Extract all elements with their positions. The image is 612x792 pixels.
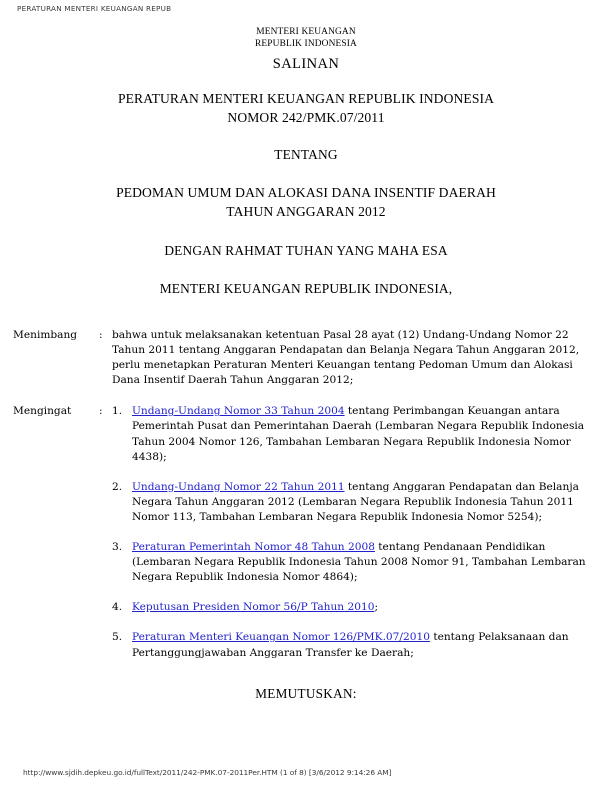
list-item-text — [132, 404, 600, 464]
list-item-text — [132, 600, 600, 615]
list-item-body — [132, 600, 600, 615]
recalling-list — [112, 404, 600, 660]
regulation-reference-link[interactable]: Undang-Undang Nomor 33 Tahun 2004 — [132, 405, 345, 418]
recalling-colon: : — [99, 405, 103, 418]
considering-colon: : — [99, 329, 103, 341]
list-item-rest-text: tentang Pelaksanaan dan Pertanggungjawaban Anggaran Transfer ke Daerah; — [132, 631, 569, 659]
list-item-marker: 4. — [112, 601, 123, 614]
list-item-body — [132, 404, 600, 464]
about-label: TENTANG — [274, 147, 338, 162]
list-item-marker: 5. — [112, 631, 123, 644]
copy-marker: SALINAN — [272, 56, 340, 72]
list-item — [112, 404, 600, 464]
recalling-clause — [13, 404, 600, 660]
considering-label: Menimbang — [13, 329, 78, 341]
list-item-marker: 2. — [112, 480, 123, 493]
regulation-title-line1: PERATURAN MENTERI KEUANGAN REPUBLIK INDONESIA — [117, 91, 495, 106]
list-item-rest-text: tentang Perimbangan Keuangan antara Pemerintah Pusat dan Pemerintahan Daerah (Lembaran Negara Republik Indonesia Tahun 2004 Nomor 126, Tambahan Lembaran Negara Republik Indonesia Nomor 4438); — [132, 405, 585, 463]
list-item-marker: 3. — [112, 541, 123, 554]
regulation-reference-link[interactable]: Keputusan Presiden Nomor 56/P Tahun 2010 — [132, 601, 375, 614]
masthead-line-ministry: MENTERI KEUANGAN — [256, 27, 356, 37]
recalling-body — [112, 404, 600, 660]
regulation-reference-link[interactable]: Undang-Undang Nomor 22 Tahun 2011 — [132, 480, 345, 493]
masthead-line-republic: REPUBLIK INDONESIA — [255, 38, 357, 49]
list-item-rest-text: tentang Anggaran Pendapatan dan Belanja Negara Tahun Anggaran 2012 (Lembaran Negara Republik Indonesia Tahun 2011 Nomor 113, Tambahan Lembaran Negara Republik Indonesia Nomor 5254); — [132, 480, 579, 523]
regulation-subject-line1: PEDOMAN UMUM DAN ALOKASI DANA INSENTIF DAERAH — [116, 185, 496, 200]
ministry-masthead — [0, 27, 612, 50]
regulation-title — [0, 89, 612, 127]
considering-text: bahwa untuk melaksanakan ketentuan Pasal 28 ayat (12) Undang-Undang Nomor 22 Tahun 2011 tentang Anggaran Pendapatan dan Belanja Negara Tahun Anggaran 2012, perlu menetapkan Peraturan Menteri Keuangan tentang Pedoman Umum dan Alokasi Dana Insentif Daerah Tahun Anggaran 2012; — [112, 329, 580, 387]
page-footer-url: http://www.sjdih.depkeu.go.id/fullText/2011/242-PMK.07-2011Per.HTM (1 of 8) [3/6/2012 9:14:26 AM] — [23, 768, 392, 777]
regulation-number: NOMOR 242/PMK.07/2011 — [227, 110, 385, 125]
decision-label: MEMUTUSKAN: — [255, 685, 357, 701]
list-item-marker: 1. — [112, 405, 123, 418]
recalling-label: Mengingat — [13, 405, 72, 418]
browser-window-title: PERATURAN MENTERI KEUANGAN REPUB — [17, 4, 172, 13]
list-item-text — [132, 630, 600, 660]
regulation-subject-line2: TAHUN ANGGARAN 2012 — [226, 204, 386, 219]
regulation-reference-link[interactable]: Peraturan Menteri Keuangan Nomor 126/PMK.07/2010 — [132, 631, 430, 644]
regulation-subject — [0, 183, 612, 221]
list-item — [112, 480, 600, 525]
list-item — [112, 630, 600, 660]
list-item — [112, 540, 600, 585]
issuing-authority: MENTERI KEUANGAN REPUBLIK INDONESIA, — [159, 281, 453, 296]
list-item-rest-text: ; — [374, 601, 379, 614]
list-item-text — [132, 540, 600, 585]
list-item — [112, 600, 600, 615]
list-item-rest-text: tentang Pendanaan Pendidikan (Lembaran Negara Republik Indonesia Tahun 2008 Nomor 91, Tambahan Lembaran Negara Republik Indonesia Nomor 4864); — [132, 541, 586, 584]
list-item-body — [132, 630, 600, 660]
list-item-body — [132, 480, 600, 525]
blessing-line: DENGAN RAHMAT TUHAN YANG MAHA ESA — [164, 243, 448, 258]
considering-clause — [13, 328, 600, 388]
regulation-reference-link[interactable]: Peraturan Pemerintah Nomor 48 Tahun 2008 — [132, 541, 375, 554]
list-item-text — [132, 480, 600, 525]
clause-section — [0, 328, 612, 661]
list-item-body — [132, 540, 600, 585]
considering-body — [112, 328, 600, 388]
